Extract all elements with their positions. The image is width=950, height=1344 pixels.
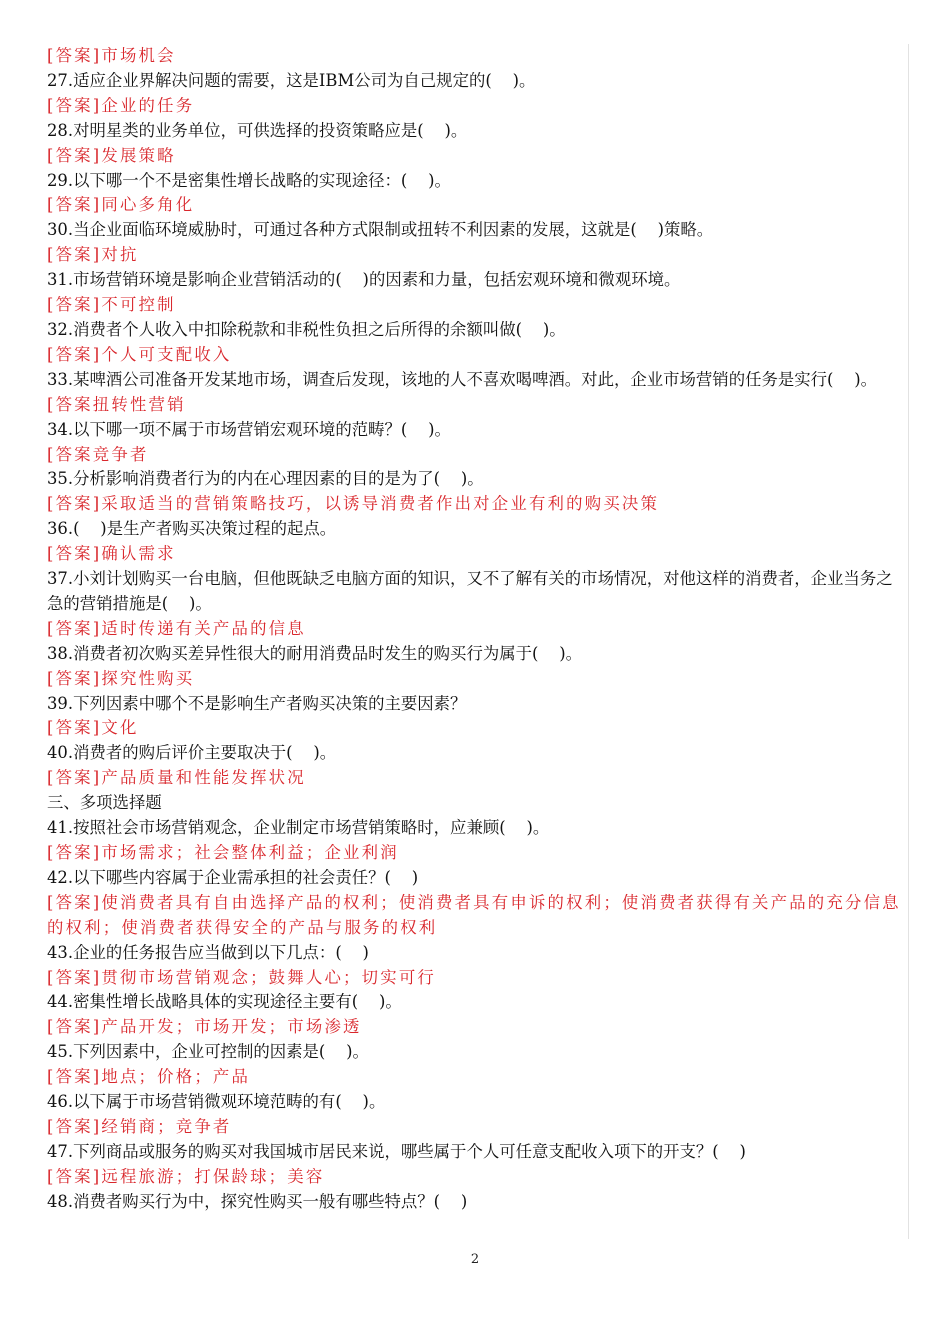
answer-line: [答案]对抗 <box>47 245 139 265</box>
answer-line: [答案]探究性购买 <box>47 668 195 688</box>
question-line: 41.按照社会市场营销观念，企业制定市场营销策略时，应兼顾( )。 <box>47 818 550 838</box>
question-line: 37.小刘计划购买一台电脑，但他既缺乏电脑方面的知识，又不了解有关的市场情况，对他这样的消费者，企业当务之急的营销措施是( )。 <box>47 569 893 613</box>
answer-line: [答案]市场机会 <box>47 46 176 65</box>
question-line: 38.消费者初次购买差异性很大的耐用消费品时发生的购买行为属于( )。 <box>47 643 583 663</box>
question-line: 42.以下哪些内容属于企业需承担的社会责任？( ) <box>47 867 419 887</box>
answer-line: [答案]贯彻市场营销观念；鼓舞人心；切实可行 <box>47 967 437 987</box>
question-line: 46.以下属于市场营销微观环境范畴的有( )。 <box>47 1092 386 1112</box>
answer-line: [答案]个人可支配收入 <box>47 344 232 364</box>
answer-line: [答案扭转性营销 <box>47 394 186 414</box>
section-heading: 三、多项选择题 <box>47 793 162 813</box>
question-line: 40.消费者的购后评价主要取决于( )。 <box>47 743 337 763</box>
question-line: 39.下列因素中哪个不是影响生产者购买决策的主要因素？ <box>47 693 467 713</box>
page-number: 2 <box>470 1252 480 1267</box>
question-line: 47.下列商品或服务的购买对我国城市居民来说，哪些属于个人可任意支配收入项下的开支？( ) <box>47 1141 746 1161</box>
question-line: 43.企业的任务报告应当做到以下几点：( ) <box>47 942 369 962</box>
answer-line: [答案]远程旅游；打保龄球；美容 <box>47 1166 325 1186</box>
question-line: 27.适应企业界解决问题的需要，这是IBM公司为自己规定的( )。 <box>47 70 536 90</box>
question-line: 28.对明星类的业务单位，可供选择的投资策略应是( )。 <box>47 120 468 140</box>
answer-line: [答案]不可控制 <box>47 295 176 315</box>
answer-line: [答案]产品开发；市场开发；市场渗透 <box>47 1017 362 1037</box>
answer-line: [答案]市场需求；社会整体利益；企业利润 <box>47 843 399 862</box>
answer-line: [答案]确认需求 <box>47 544 176 564</box>
answer-line: [答案]企业的任务 <box>47 95 195 115</box>
answer-line: [答案]地点；价格；产品 <box>47 1067 251 1087</box>
answer-line: [答案]同心多角化 <box>47 195 195 215</box>
question-line: 33.某啤酒公司准备开发某地市场，调查后发现，该地的人不喜欢喝啤酒。对此，企业市场营销的任务是实行( )。 <box>47 369 878 389</box>
question-line: 31.市场营销环境是影响企业营销活动的( )的因素和力量，包括宏观环境和微观环境。 <box>47 270 681 290</box>
page-content <box>47 44 905 1215</box>
question-line: 44.密集性增长战略具体的实现途径主要有( )。 <box>47 992 402 1012</box>
answer-line: [答案]采取适当的营销策略技巧，以诱导消费者作出对企业有利的购买决策 <box>47 494 660 514</box>
answer-line: [答案]适时传递有关产品的信息 <box>47 618 306 638</box>
answer-line: [答案竞争者 <box>47 444 149 464</box>
answer-line: [答案]使消费者具有自由选择产品的权利；使消费者具有申诉的权利；使消费者获得有关产品的充分信息的权利；使消费者获得安全的产品与服务的权利 <box>47 892 901 937</box>
question-line: 48.消费者购买行为中，探究性购买一般有哪些特点？( ) <box>47 1191 468 1211</box>
question-line: 32.消费者个人收入中扣除税款和非税性负担之后所得的余额叫做( )。 <box>47 319 566 339</box>
question-line: 35.分析影响消费者行为的内在心理因素的目的是为了( )。 <box>47 469 484 489</box>
answer-line: [答案]发展策略 <box>47 145 176 165</box>
question-line: 34.以下哪一项不属于市场营销宏观环境的范畴？( )。 <box>47 419 451 439</box>
question-line: 30.当企业面临环境威胁时，可通过各种方式限制或扭转不利因素的发展，这就是( )策略。 <box>47 220 714 240</box>
answer-line: [答案]产品质量和性能发挥状况 <box>47 768 306 788</box>
answer-line: [答案]文化 <box>47 718 139 738</box>
question-line: 29.以下哪一个不是密集性增长战略的实现途径：( )。 <box>47 170 451 190</box>
question-line: 36.( )是生产者购买决策过程的起点。 <box>47 519 337 539</box>
right-margin-rule <box>908 44 909 1239</box>
question-line: 45.下列因素中，企业可控制的因素是( )。 <box>47 1042 369 1062</box>
answer-line: [答案]经销商；竞争者 <box>47 1116 232 1136</box>
